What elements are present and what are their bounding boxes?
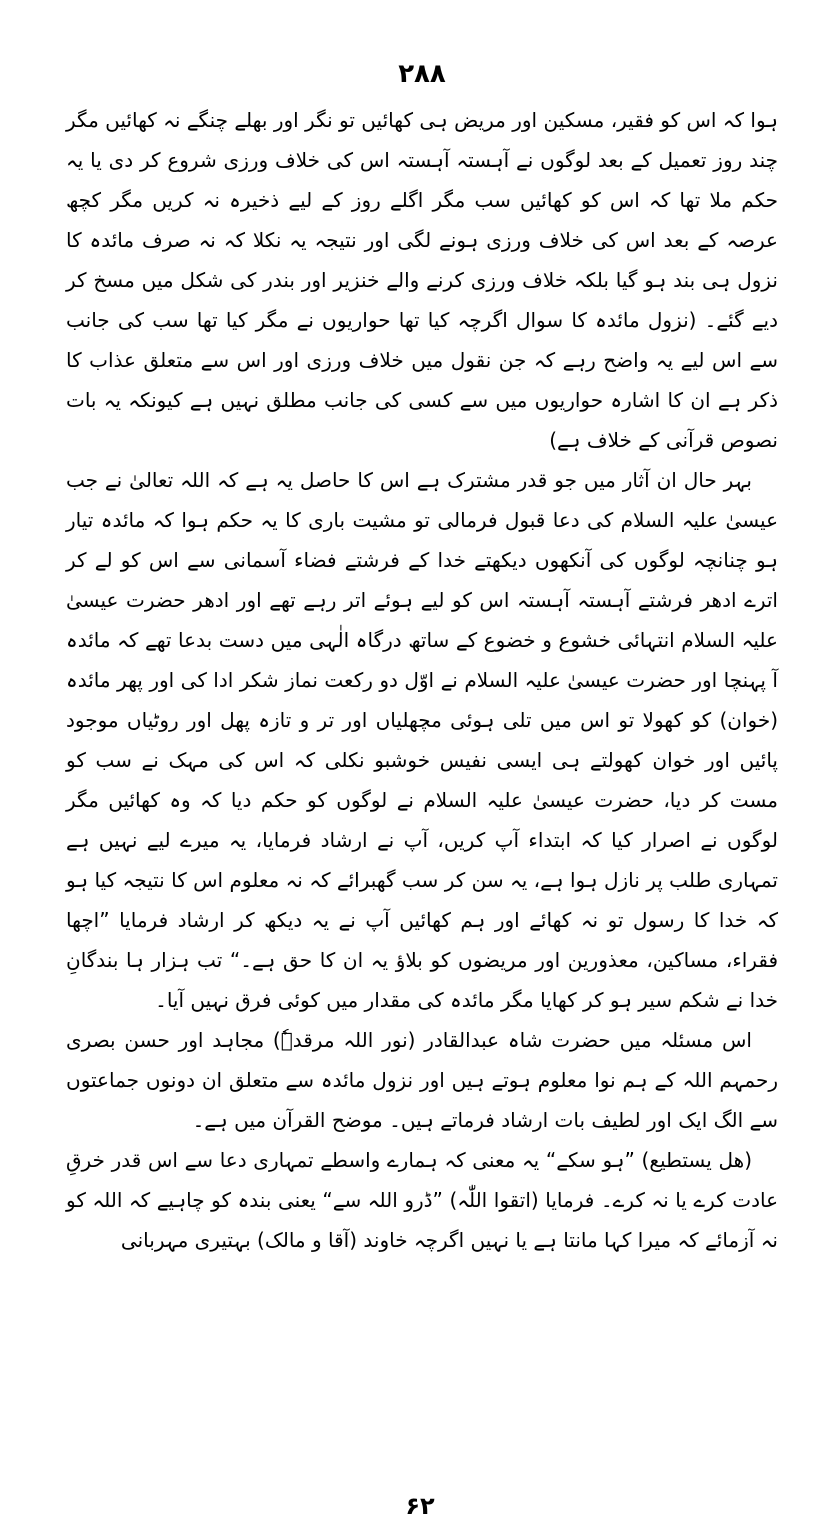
paragraph-4: (ھل یستطیع) ”ہو سکے“ یہ معنی کہ ہمارے واسطے تمہاری دعا سے اس قدر خرقِ عادت کرے یا نہ کرے۔ فرمایا (اتقوا اللّٰہ) ”ڈرو اللہ سے“ یعنی بندہ کو چاہیے کہ اللہ کو نہ آزمائے کہ میرا کہا مانتا ہے یا نہیں اگرچہ خاوند (آقا و مالک) بہتیری مہربانی	[66, 1148, 778, 1252]
paragraph-1: ہوا کہ اس کو فقیر، مسکین اور مریض ہی کھائیں تو نگر اور بھلے چنگے نہ کھائیں مگر چند روز تعمیل کے بعد لوگوں نے آہستہ آہستہ اس کی خلاف ورزی شروع کر دی یا یہ حکم ملا تھا کہ اس کو کھائیں سب مگر اگلے روز کے لیے ذخیرہ نہ کریں مگر کچھ عرصہ کے بعد اس کی خلاف ورزی ہونے لگی اور نتیجہ یہ نکلا کہ نہ صرف مائدہ کا نزول ہی بند ہو گیا بلکہ خلاف ورزی کرنے والے خنزیر اور بندر کی شکل میں مسخ کر دیے گئے۔ (نزول مائدہ کا سوال اگرچہ کیا تھا حواریوں نے مگر کیا تھا سب کی جانب سے اس لیے یہ واضح رہے کہ جن نقول میں خلاف ورزی اور اس سے متعلق عذاب کا ذکر ہے ان کا اشارہ حواریوں میں سے کسی کی جانب مطلق نہیں ہے کیونکہ یہ بات نصوص قرآنی کے خلاف ہے)	[66, 108, 778, 452]
body-text	[66, 100, 778, 1260]
paragraph-3: اس مسئلہ میں حضرت شاہ عبدالقادر (نور اللہ مرقدہٗ) مجاہد اور حسن بصری رحمہم اللہ کے ہم نوا معلوم ہوتے ہیں اور نزول مائدہ سے متعلق ان دونوں جماعتوں سے الگ ایک اور لطیف بات ارشاد فرماتے ہیں۔ موضح القرآن میں ہے۔	[66, 1028, 778, 1132]
page-header-number: ۲۸۸	[398, 59, 446, 89]
paragraph-2: بہر حال ان آثار میں جو قدر مشترک ہے اس کا حاصل یہ ہے کہ اللہ تعالیٰ نے جب عیسیٰ علیہ السلام کی دعا قبول فرمالی تو مشیت باری کا یہ حکم ہوا کہ مائدہ تیار ہو چنانچہ لوگوں کی آنکھوں دیکھتے خدا کے فرشتے فضاء آسمانی سے اس کو لے کر اترے ادھر فرشتے آہستہ آہستہ اس کو لیے ہوئے اتر رہے تھے اور ادھر حضرت عیسیٰ علیہ السلام انتہائی خشوع و خضوع کے ساتھ درگاہ الٰہی میں دست بدعا تھے کہ مائدہ آ پہنچا اور حضرت عیسیٰ علیہ السلام نے اوّل دو رکعت نماز شکر ادا کی اور پھر مائدہ (خوان) کو کھولا تو اس میں تلی ہوئی مچھلیاں اور تر و تازہ پھل اور روٹیاں موجود پائیں اور خوان کھولتے ہی ایسی نفیس خوشبو نکلی کہ اس کی مہک نے سب کو مست کر دیا، حضرت عیسیٰ علیہ السلام نے لوگوں کو حکم دیا کہ وہ کھائیں مگر لوگوں نے اصرار کیا کہ ابتداء آپ کریں، آپ نے ارشاد فرمایا، یہ میرے لیے نہیں ہے تمہاری طلب پر نازل ہوا ہے، یہ سن کر سب گھبرائے کہ نہ معلوم اس کا نتیجہ کیا ہو کہ خدا کا رسول تو نہ کھائے اور ہم کھائیں آپ نے یہ دیکھ کر ارشاد فرمایا ”اچھا فقراء، مساکین، معذورین اور مریضوں کو بلاؤ یہ ان کا حق ہے۔“ تب ہزار ہا بندگانِ خدا نے شکم سیر ہو کر کھایا مگر مائدہ کی مقدار میں کوئی فرق نہیں آیا۔	[66, 468, 779, 1012]
page-footer-number: ۶۲	[405, 1492, 435, 1520]
